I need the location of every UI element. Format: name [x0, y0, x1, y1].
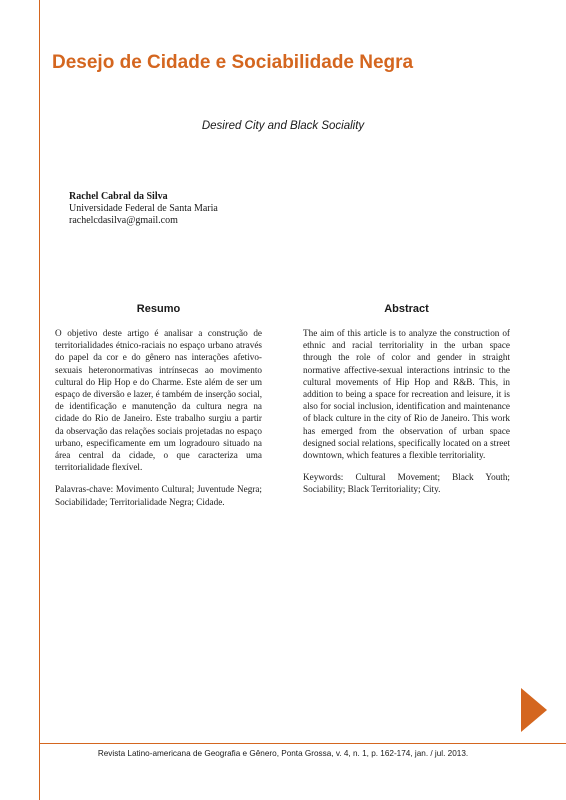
resumo-heading: Resumo	[136, 303, 181, 315]
abstract-heading: Abstract	[384, 303, 429, 315]
journal-citation-footer: Revista Latino-americana de Geografia e Gênero, Ponta Grossa, v. 4, n. 1, p. 162-174, jan. / jul. 2013.	[97, 749, 469, 758]
author-affiliation: Universidade Federal de Santa Maria	[69, 203, 218, 214]
author-name: Rachel Cabral da Silva	[69, 191, 168, 202]
author-email: rachelcdasilva@gmail.com	[69, 215, 178, 226]
abstract-body: The aim of this article is to analyze the construction of ethnic and racial territoriality in the urban space through the role of color and gender in straight normative affective-sexual interactions intrinsic to the cultural movements of Hip Hop and R&B. This, in addition to being a space for recreation and leisure, it is also for social inclusion, identification and maintenance of black culture in the city of Rio de Janeiro. This work has emerged from the observation of urban space designed social relations, specifically located on a street downtown, which features a flexible territoriality.	[303, 328, 510, 461]
abstract-keywords: Keywords: Cultural Movement; Black Youth; Sociability; Black Territoriality; City.	[303, 472, 510, 495]
footer-rule	[39, 743, 566, 744]
abstract-column	[303, 303, 510, 506]
author-block	[69, 191, 218, 227]
article-subtitle: Desired City and Black Sociality	[201, 120, 365, 132]
next-page-arrow-icon[interactable]	[521, 688, 547, 732]
resumo-body: O objetivo deste artigo é analisar a construção de territorialidades étnico-raciais no espaço urbano através do papel da cor e do gênero nas interações afetivo-sexuais heteronormativas intrínsecas ao movimento cultural do Hip Hop e do Charme. Este além de ser um espaço de diversão e lazer, é também de inserção social, de identificação e manutenção da cultura negra na cidade do Rio de Janeiro. Este trabalho surgiu a partir da observação das relações sociais projetadas no espaço urbano, especificamente em um logradouro situado na área central da cidade, o que caracteriza uma territorialidade flexível.	[55, 328, 262, 473]
resumo-keywords: Palavras-chave: Movimento Cultural; Juventude Negra; Sociabilidade; Territorialidade Negra; Cidade.	[55, 484, 262, 507]
resumo-column	[55, 303, 262, 518]
article-title: Desejo de Cidade e Sociabilidade Negra	[52, 52, 414, 73]
